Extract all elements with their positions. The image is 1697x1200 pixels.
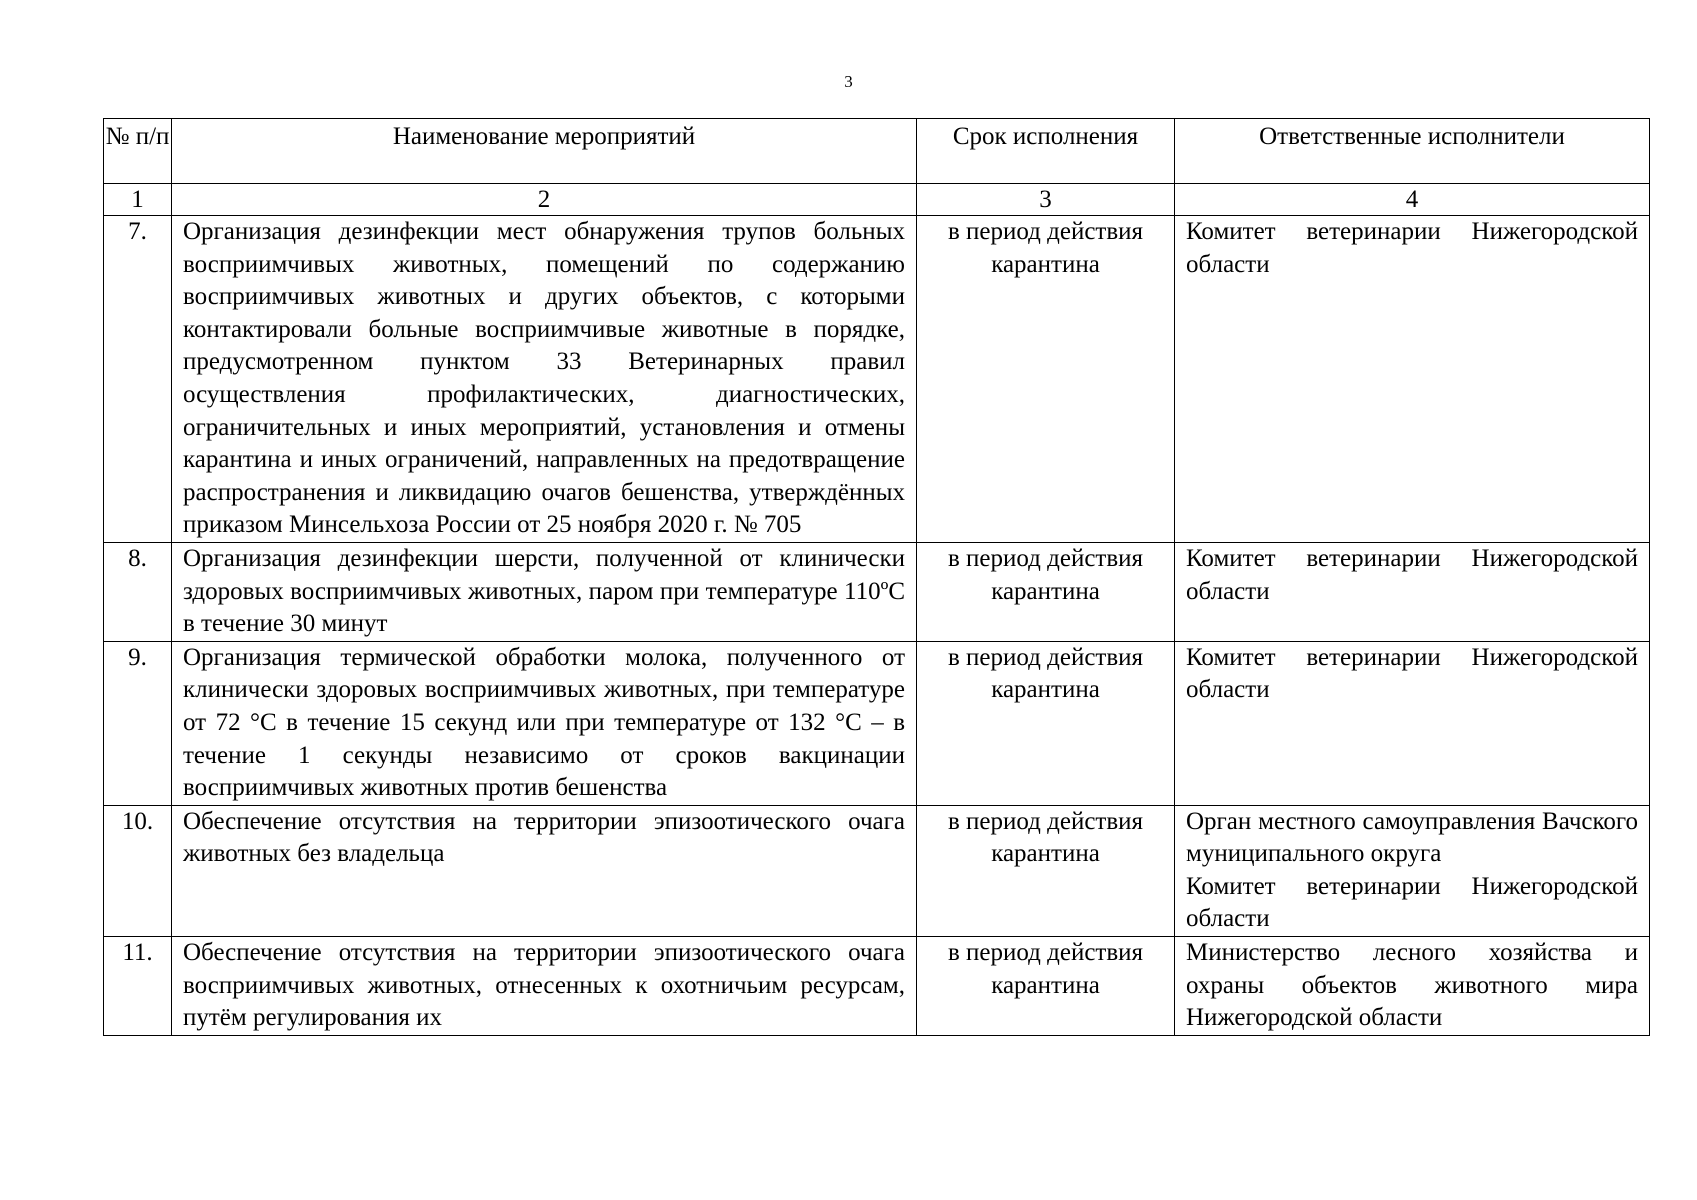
row-number: 11. <box>104 937 172 1036</box>
row-number: 10. <box>104 805 172 936</box>
responsible-line: Комитет ветеринарии Нижегородской области <box>1186 872 1638 933</box>
column-index-3: 3 <box>917 184 1175 216</box>
measure-name-text: Обеспечение отсутствия на территории эпизоотического очага восприимчивых животных, отнесенных к охотничьим ресурсам, путём регулирования их <box>183 939 905 1032</box>
responsible-line: Комитет ветеринарии Нижегородской области <box>1186 643 1638 704</box>
row-number: 7. <box>104 216 172 543</box>
column-index-row <box>104 184 1650 216</box>
column-index-4: 4 <box>1175 184 1650 216</box>
header-term: Срок исполнения <box>917 119 1175 184</box>
measure-responsible <box>1175 216 1650 543</box>
table-header-row <box>104 119 1650 184</box>
header-resp: Ответственные исполнители <box>1175 119 1650 184</box>
row-number: 8. <box>104 542 172 641</box>
measure-name: Организация дезинфекции шерсти, полученной от клинически здоровых восприимчивых животных, паром при температуре 110ºС в течение 30 минут <box>172 542 917 641</box>
column-index-1: 1 <box>104 184 172 216</box>
measures-table <box>103 118 1650 1036</box>
measure-term: в период действия карантина <box>917 805 1175 936</box>
measure-responsible <box>1175 937 1650 1036</box>
measure-name: Организация термической обработки молока, полученного от клинически здоровых восприимчивых животных, при температуре от 72 °С в течение 15 секунд или при температуре от 132 °С – в течение 1 секунды независимо от сроков вакцинации восприимчивых животных против бешенства <box>172 641 917 805</box>
measure-term: в период действия карантина <box>917 542 1175 641</box>
table-row <box>104 937 1650 1036</box>
table-row <box>104 542 1650 641</box>
measure-responsible <box>1175 542 1650 641</box>
column-index-2: 2 <box>172 184 917 216</box>
measure-name: Организация дезинфекции мест обнаружения трупов больных восприимчивых животных, помещений по содержанию восприимчивых животных и других объектов, с которыми контактировали больные восприимчивые животные в порядке, предусмотренном пунктом 33 Ветеринарных правил осуществления профилактических, диагностических, ограничительных и иных мероприятий, установления и отмены карантина и иных ограничений, направленных на предотвращение распространения и ликвидацию очагов бешенства, утверждённых приказом Минсельхоза России от 25 ноября 2020 г. № 705 <box>172 216 917 543</box>
measure-term: в период действия карантина <box>917 937 1175 1036</box>
measure-responsible <box>1175 805 1650 936</box>
responsible-line: Орган местного самоуправления Вачского муниципального округа <box>1186 807 1638 868</box>
responsible-line: Комитет ветеринарии Нижегородской области <box>1186 218 1638 278</box>
row-number: 9. <box>104 641 172 805</box>
table-row <box>104 216 1650 543</box>
measure-responsible <box>1175 641 1650 805</box>
responsible-line: Министерство лесного хозяйства и охраны объектов животного мира Нижегородской области <box>1186 939 1638 1032</box>
measure-name <box>172 937 917 1036</box>
measure-name: Обеспечение отсутствия на территории эпизоотического очага животных без владельца <box>172 805 917 936</box>
header-num: № п/п <box>104 119 172 184</box>
table-row <box>104 805 1650 936</box>
header-name: Наименование мероприятий <box>172 119 917 184</box>
responsible-line: Комитет ветеринарии Нижегородской области <box>1186 544 1638 605</box>
measure-term: в период действия карантина <box>917 641 1175 805</box>
measure-term: в период действия карантина <box>917 216 1175 543</box>
page-number: 3 <box>844 72 853 91</box>
table-row <box>104 641 1650 805</box>
